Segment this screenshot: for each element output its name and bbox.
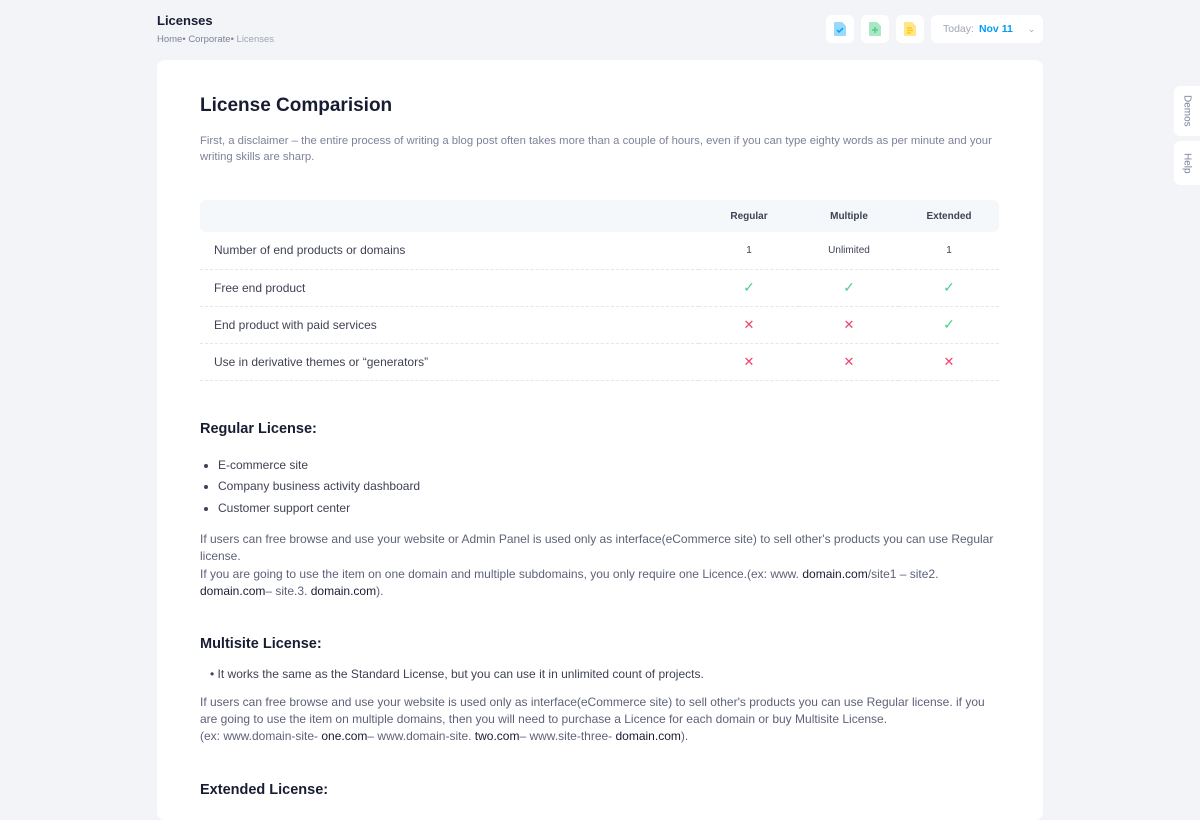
column-header-feature xyxy=(200,200,699,232)
text-segment: /site1 – site2. xyxy=(867,566,939,581)
column-header-multiple: Multiple xyxy=(799,200,899,232)
list-item-text: It works the same as the Standard License, but you can use it in unlimited count of projects. xyxy=(217,667,704,682)
table-row xyxy=(200,269,999,306)
regular-p2 xyxy=(200,567,938,598)
check-icon: ✓ xyxy=(743,279,755,295)
multisite-p1 xyxy=(200,695,985,726)
list-item: • E-commerce site xyxy=(218,455,1000,477)
row-label: Free end product xyxy=(200,269,699,306)
text-segment: (ex: www.domain-site- xyxy=(200,729,322,744)
file-text-icon xyxy=(904,22,916,36)
file-add-icon xyxy=(869,22,881,36)
intro-text: First, a disclaimer – the entire process of writing a blog post often takes more than a couple of hours, even if you can type eighty words as per minute and your writing skills are sharp. xyxy=(200,135,992,163)
table-row xyxy=(200,306,999,343)
page-header xyxy=(157,13,274,45)
table-row xyxy=(200,232,999,269)
list-item: • It works the same as the Standard License, but you can use it in unlimited count of projects. xyxy=(210,667,704,682)
multisite-p2 xyxy=(200,729,688,743)
extended-license-title: Extended License: xyxy=(200,781,329,798)
domain-link[interactable]: domain.com xyxy=(615,729,681,744)
list-item: • Customer support center xyxy=(218,498,1000,520)
text-segment: If users can free browse and use your website is used only as interface(eCommerce site) to sell other's products you can use Regular license. if you are going to use the item on multiple domains, then you will need to purchase a Licence for each domain or buy Multisite License. xyxy=(200,694,985,726)
file-text-button[interactable] xyxy=(896,15,924,43)
file-check-icon xyxy=(834,22,846,36)
text-segment: ). xyxy=(376,583,384,598)
section-title: License Comparision xyxy=(200,95,393,116)
breadcrumb-home[interactable]: Home xyxy=(157,34,183,45)
regular-license-text xyxy=(200,531,1000,600)
page-title: Licenses xyxy=(157,13,213,28)
comparison-table xyxy=(200,200,999,381)
multisite-license-text xyxy=(200,694,1000,746)
multisite-license-list xyxy=(200,664,1000,686)
regular-p1: If users can free browse and use your website or Admin Panel is used only as interface(eCommerce site) to sell other's products you can use Regular license. xyxy=(200,532,994,564)
row-label: End product with paid services xyxy=(200,306,699,343)
domain-link[interactable]: domain.com xyxy=(802,566,868,581)
date-value: Nov 11 xyxy=(978,23,1013,35)
cross-icon: ✕ xyxy=(943,353,955,369)
list-item: • Company business activity dashboard xyxy=(218,476,1000,498)
cross-icon: ✕ xyxy=(843,353,855,369)
check-icon: ✓ xyxy=(943,279,955,295)
cross-icon: ✕ xyxy=(743,353,755,369)
column-header-extended: Extended xyxy=(899,200,999,232)
file-check-button[interactable] xyxy=(826,15,854,43)
check-icon: ✓ xyxy=(843,279,855,295)
help-tab[interactable]: Help xyxy=(1174,141,1200,185)
cell-value: Unlimited xyxy=(799,232,899,269)
row-label: Number of end products or domains xyxy=(200,232,699,269)
domain-link[interactable]: domain.com xyxy=(310,583,377,598)
chevron-down-icon: ⌄ xyxy=(1027,23,1036,34)
text-segment: If you are going to use the item on one domain and multiple subdomains, you only require one Licence.(ex: www. xyxy=(200,566,803,581)
cross-icon: ✕ xyxy=(743,316,755,332)
breadcrumb-corporate[interactable]: Corporate xyxy=(188,34,231,45)
row-label: Use in derivative themes or “generators” xyxy=(200,343,699,380)
cross-icon: ✕ xyxy=(843,316,855,332)
date-label: Today: xyxy=(943,23,974,35)
regular-license-title: Regular License: xyxy=(200,420,317,437)
file-add-button[interactable] xyxy=(861,15,889,43)
demos-tab[interactable]: Demos xyxy=(1174,86,1200,136)
text-segment: – site.3. xyxy=(265,583,311,598)
breadcrumb-current: Licenses xyxy=(236,34,275,45)
domain-link[interactable]: two.com xyxy=(474,729,520,744)
domain-link[interactable]: domain.com xyxy=(200,583,266,598)
domain-link[interactable]: one.com xyxy=(321,729,368,744)
text-segment: – www.domain-site. xyxy=(367,729,475,744)
date-picker[interactable] xyxy=(931,15,1043,43)
cell-value: 1 xyxy=(699,232,799,269)
check-icon: ✓ xyxy=(943,316,955,332)
text-segment: – www.site-three- xyxy=(519,729,616,744)
breadcrumb: Home• Corporate• Licenses xyxy=(157,34,275,45)
text-segment: ). xyxy=(680,729,689,744)
cell-value: 1 xyxy=(899,232,999,269)
toolbar xyxy=(826,15,1043,43)
table-row xyxy=(200,343,999,380)
content-card xyxy=(157,60,1043,820)
multisite-license-title: Multisite License: xyxy=(200,636,322,653)
column-header-regular: Regular xyxy=(699,200,799,232)
regular-license-list xyxy=(200,455,1000,520)
